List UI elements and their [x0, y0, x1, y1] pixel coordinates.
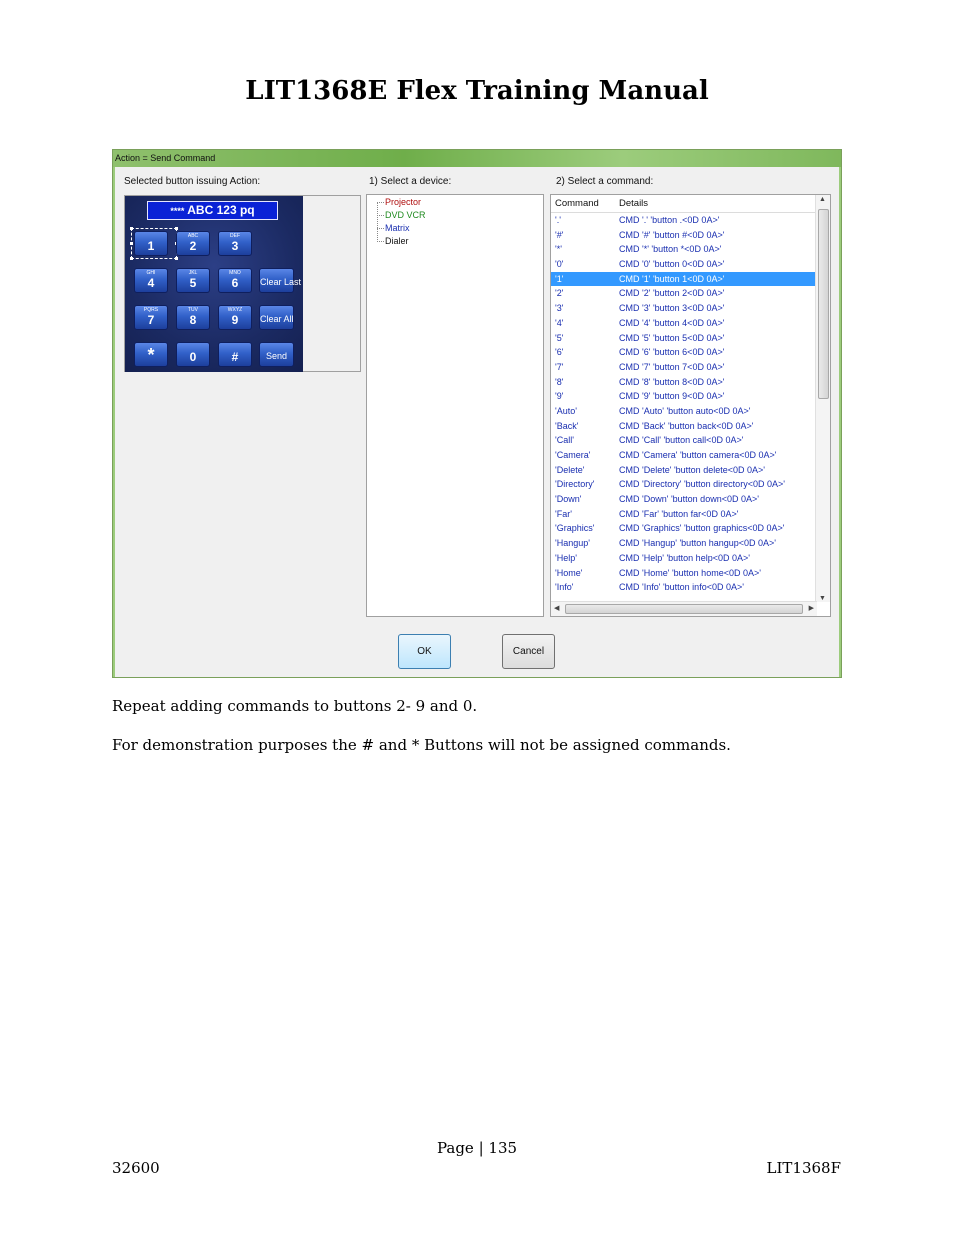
scroll-down-icon[interactable]: ▼	[819, 595, 826, 602]
command-name: '6'	[555, 347, 564, 358]
command-details: CMD '*' 'button *<0D 0A>'	[619, 244, 722, 255]
command-details: CMD 'Camera' 'button camera<0D 0A>'	[619, 450, 777, 460]
command-details: CMD '1' 'button 1<0D 0A>'	[619, 273, 725, 284]
command-details: CMD '6' 'button 6<0D 0A>'	[619, 347, 725, 358]
command-row[interactable]	[551, 213, 817, 228]
preview-label: Selected button issuing Action:	[124, 176, 261, 187]
keypad-preview	[125, 196, 303, 372]
command-row[interactable]	[551, 448, 817, 463]
command-row[interactable]	[551, 345, 817, 360]
command-row[interactable]	[551, 433, 817, 448]
command-row[interactable]	[551, 404, 817, 419]
clear-last-key[interactable]: Clear Last	[259, 268, 294, 293]
command-name: '2'	[555, 288, 564, 299]
footer-left: 32600	[112, 1159, 160, 1177]
key-star[interactable]: *	[134, 342, 168, 367]
command-name: 'Home'	[555, 567, 583, 578]
command-details: CMD '2' 'button 2<0D 0A>'	[619, 288, 725, 299]
command-row[interactable]	[551, 257, 817, 272]
command-details: CMD 'Back' 'button back<0D 0A>'	[619, 420, 754, 431]
column-details[interactable]: Details	[619, 198, 649, 209]
command-name: 'Far'	[555, 508, 572, 519]
device-dialer[interactable]: Dialer	[385, 236, 409, 246]
command-details: CMD '9' 'button 9<0D 0A>'	[619, 391, 725, 402]
dialog-titlebar[interactable]: Action = Send Command	[113, 150, 841, 167]
scroll-right-icon[interactable]: ▶	[808, 605, 814, 612]
display-text: ABC 123 pq	[187, 203, 255, 217]
keypad-display	[147, 201, 278, 220]
command-details: CMD 'Hangup' 'button hangup<0D 0A>'	[619, 538, 776, 549]
command-details: CMD 'Auto' 'button auto<0D 0A>'	[619, 405, 751, 416]
dialog-frame-right	[839, 167, 841, 677]
command-details: CMD '0' 'button 0<0D 0A>'	[619, 259, 725, 270]
command-row[interactable]	[551, 419, 817, 434]
command-name: 'Hangup'	[555, 538, 590, 549]
paragraph-demo: For demonstration purposes the # and * Buttons will not be assigned commands.	[112, 736, 731, 754]
key-3[interactable]: DEF 3	[218, 231, 252, 256]
key-7[interactable]: PQRS 7	[134, 305, 168, 330]
command-name: '0'	[555, 259, 564, 270]
command-list-hscroll[interactable]	[551, 601, 817, 616]
command-row[interactable]	[551, 242, 817, 257]
command-name: 'Help'	[555, 552, 577, 563]
command-name: '#'	[555, 229, 564, 240]
key-hash[interactable]: #	[218, 342, 252, 367]
clear-all-key[interactable]: Clear All	[259, 305, 294, 330]
command-row[interactable]	[551, 228, 817, 243]
command-row[interactable]	[551, 507, 817, 522]
command-rows	[551, 213, 817, 601]
command-details: CMD '7' 'button 7<0D 0A>'	[619, 361, 725, 372]
command-details: CMD 'Info' 'button info<0D 0A>'	[619, 582, 744, 593]
command-details: CMD 'Call' 'button call<0D 0A>'	[619, 435, 744, 446]
device-label: 1) Select a device:	[369, 176, 452, 187]
command-row[interactable]	[551, 301, 817, 316]
key-6[interactable]: MNO 6	[218, 268, 252, 293]
command-row[interactable]	[551, 316, 817, 331]
ok-button[interactable]: OK	[398, 634, 451, 669]
command-name: 'Info'	[555, 582, 574, 593]
command-details: CMD 'Directory' 'button directory<0D 0A>'	[619, 479, 785, 490]
command-details: CMD '#' 'button #<0D 0A>'	[619, 229, 725, 240]
command-name: '3'	[555, 303, 564, 314]
command-name: 'Graphics'	[555, 523, 595, 534]
command-details: CMD '.' 'button .<0D 0A>'	[619, 215, 720, 225]
command-row[interactable]	[551, 521, 817, 536]
command-details: CMD 'Help' 'button help<0D 0A>'	[619, 552, 750, 563]
command-row[interactable]	[551, 389, 817, 404]
command-details: CMD '3' 'button 3<0D 0A>'	[619, 303, 725, 314]
command-name: 'Call'	[555, 435, 574, 446]
vscroll-thumb[interactable]	[818, 209, 829, 399]
display-stars: ****	[170, 206, 185, 216]
command-name: '.'	[555, 215, 561, 225]
command-row[interactable]	[551, 492, 817, 507]
footer-right: LIT1368F	[766, 1159, 841, 1177]
command-row[interactable]	[551, 375, 817, 390]
column-command[interactable]: Command	[555, 198, 599, 209]
key-4[interactable]: GHI 4	[134, 268, 168, 293]
command-name: 'Delete'	[555, 464, 585, 475]
command-name: '1'	[555, 273, 564, 284]
command-row[interactable]	[551, 580, 817, 595]
command-details: CMD 'Delete' 'button delete<0D 0A>'	[619, 464, 765, 475]
device-dvd-vcr[interactable]: DVD VCR	[385, 210, 426, 220]
key-9[interactable]: WXYZ 9	[218, 305, 252, 330]
device-matrix[interactable]: Matrix	[385, 223, 410, 233]
command-details: CMD '8' 'button 8<0D 0A>'	[619, 376, 725, 387]
command-row[interactable]	[551, 536, 817, 551]
send-key[interactable]: Send	[259, 342, 294, 367]
command-details: CMD 'Down' 'button down<0D 0A>'	[619, 494, 759, 505]
command-details: CMD 'Home' 'button home<0D 0A>'	[619, 567, 761, 578]
command-row[interactable]	[551, 566, 817, 581]
document-title: LIT1368E Flex Training Manual	[245, 76, 709, 106]
command-list-header	[551, 195, 817, 213]
command-name: '5'	[555, 332, 564, 343]
send-command-dialog	[112, 149, 842, 678]
key-1[interactable]: 1	[134, 231, 168, 256]
cancel-button[interactable]: Cancel	[502, 634, 555, 669]
command-name: '9'	[555, 391, 564, 402]
command-name: 'Directory'	[555, 479, 595, 490]
command-details: CMD 'Far' 'button far<0D 0A>'	[619, 508, 739, 519]
command-label: 2) Select a command:	[556, 176, 654, 187]
dialog-frame-left	[113, 167, 115, 677]
hscroll-thumb[interactable]	[565, 604, 803, 614]
button-preview-panel	[124, 195, 361, 372]
command-list-vscroll[interactable]	[815, 195, 830, 602]
key-8[interactable]: TUV 8	[176, 305, 210, 330]
key-2[interactable]: ABC 2	[176, 231, 210, 256]
command-details: CMD '5' 'button 5<0D 0A>'	[619, 332, 725, 343]
command-row[interactable]	[551, 551, 817, 566]
command-row[interactable]	[551, 286, 817, 301]
command-name: 'Camera'	[555, 450, 591, 460]
command-name: '8'	[555, 376, 564, 387]
footer-page-number: Page | 135	[436, 1139, 518, 1157]
command-name: '*'	[555, 244, 562, 255]
device-projector[interactable]: Projector	[385, 197, 422, 207]
command-row[interactable]	[551, 477, 817, 492]
key-0[interactable]: 0	[176, 342, 210, 367]
command-row[interactable]	[551, 360, 817, 375]
command-name: '4'	[555, 317, 564, 328]
device-tree[interactable]	[366, 194, 544, 617]
command-name: 'Back'	[555, 420, 579, 431]
command-list[interactable]	[550, 194, 831, 617]
command-name: '7'	[555, 361, 564, 372]
paragraph-repeat: Repeat adding commands to buttons 2- 9 and 0.	[112, 697, 478, 715]
command-row[interactable]	[551, 463, 817, 478]
command-details: CMD 'Graphics' 'button graphics<0D 0A>'	[619, 523, 785, 534]
scroll-left-icon[interactable]: ◀	[554, 605, 560, 612]
scroll-up-icon[interactable]: ▲	[819, 196, 826, 203]
command-details: CMD '4' 'button 4<0D 0A>'	[619, 317, 725, 328]
command-row[interactable]	[551, 331, 817, 346]
command-row[interactable]	[551, 272, 817, 287]
command-name: 'Auto'	[555, 405, 577, 416]
command-name: 'Down'	[555, 494, 582, 505]
key-5[interactable]: JKL 5	[176, 268, 210, 293]
